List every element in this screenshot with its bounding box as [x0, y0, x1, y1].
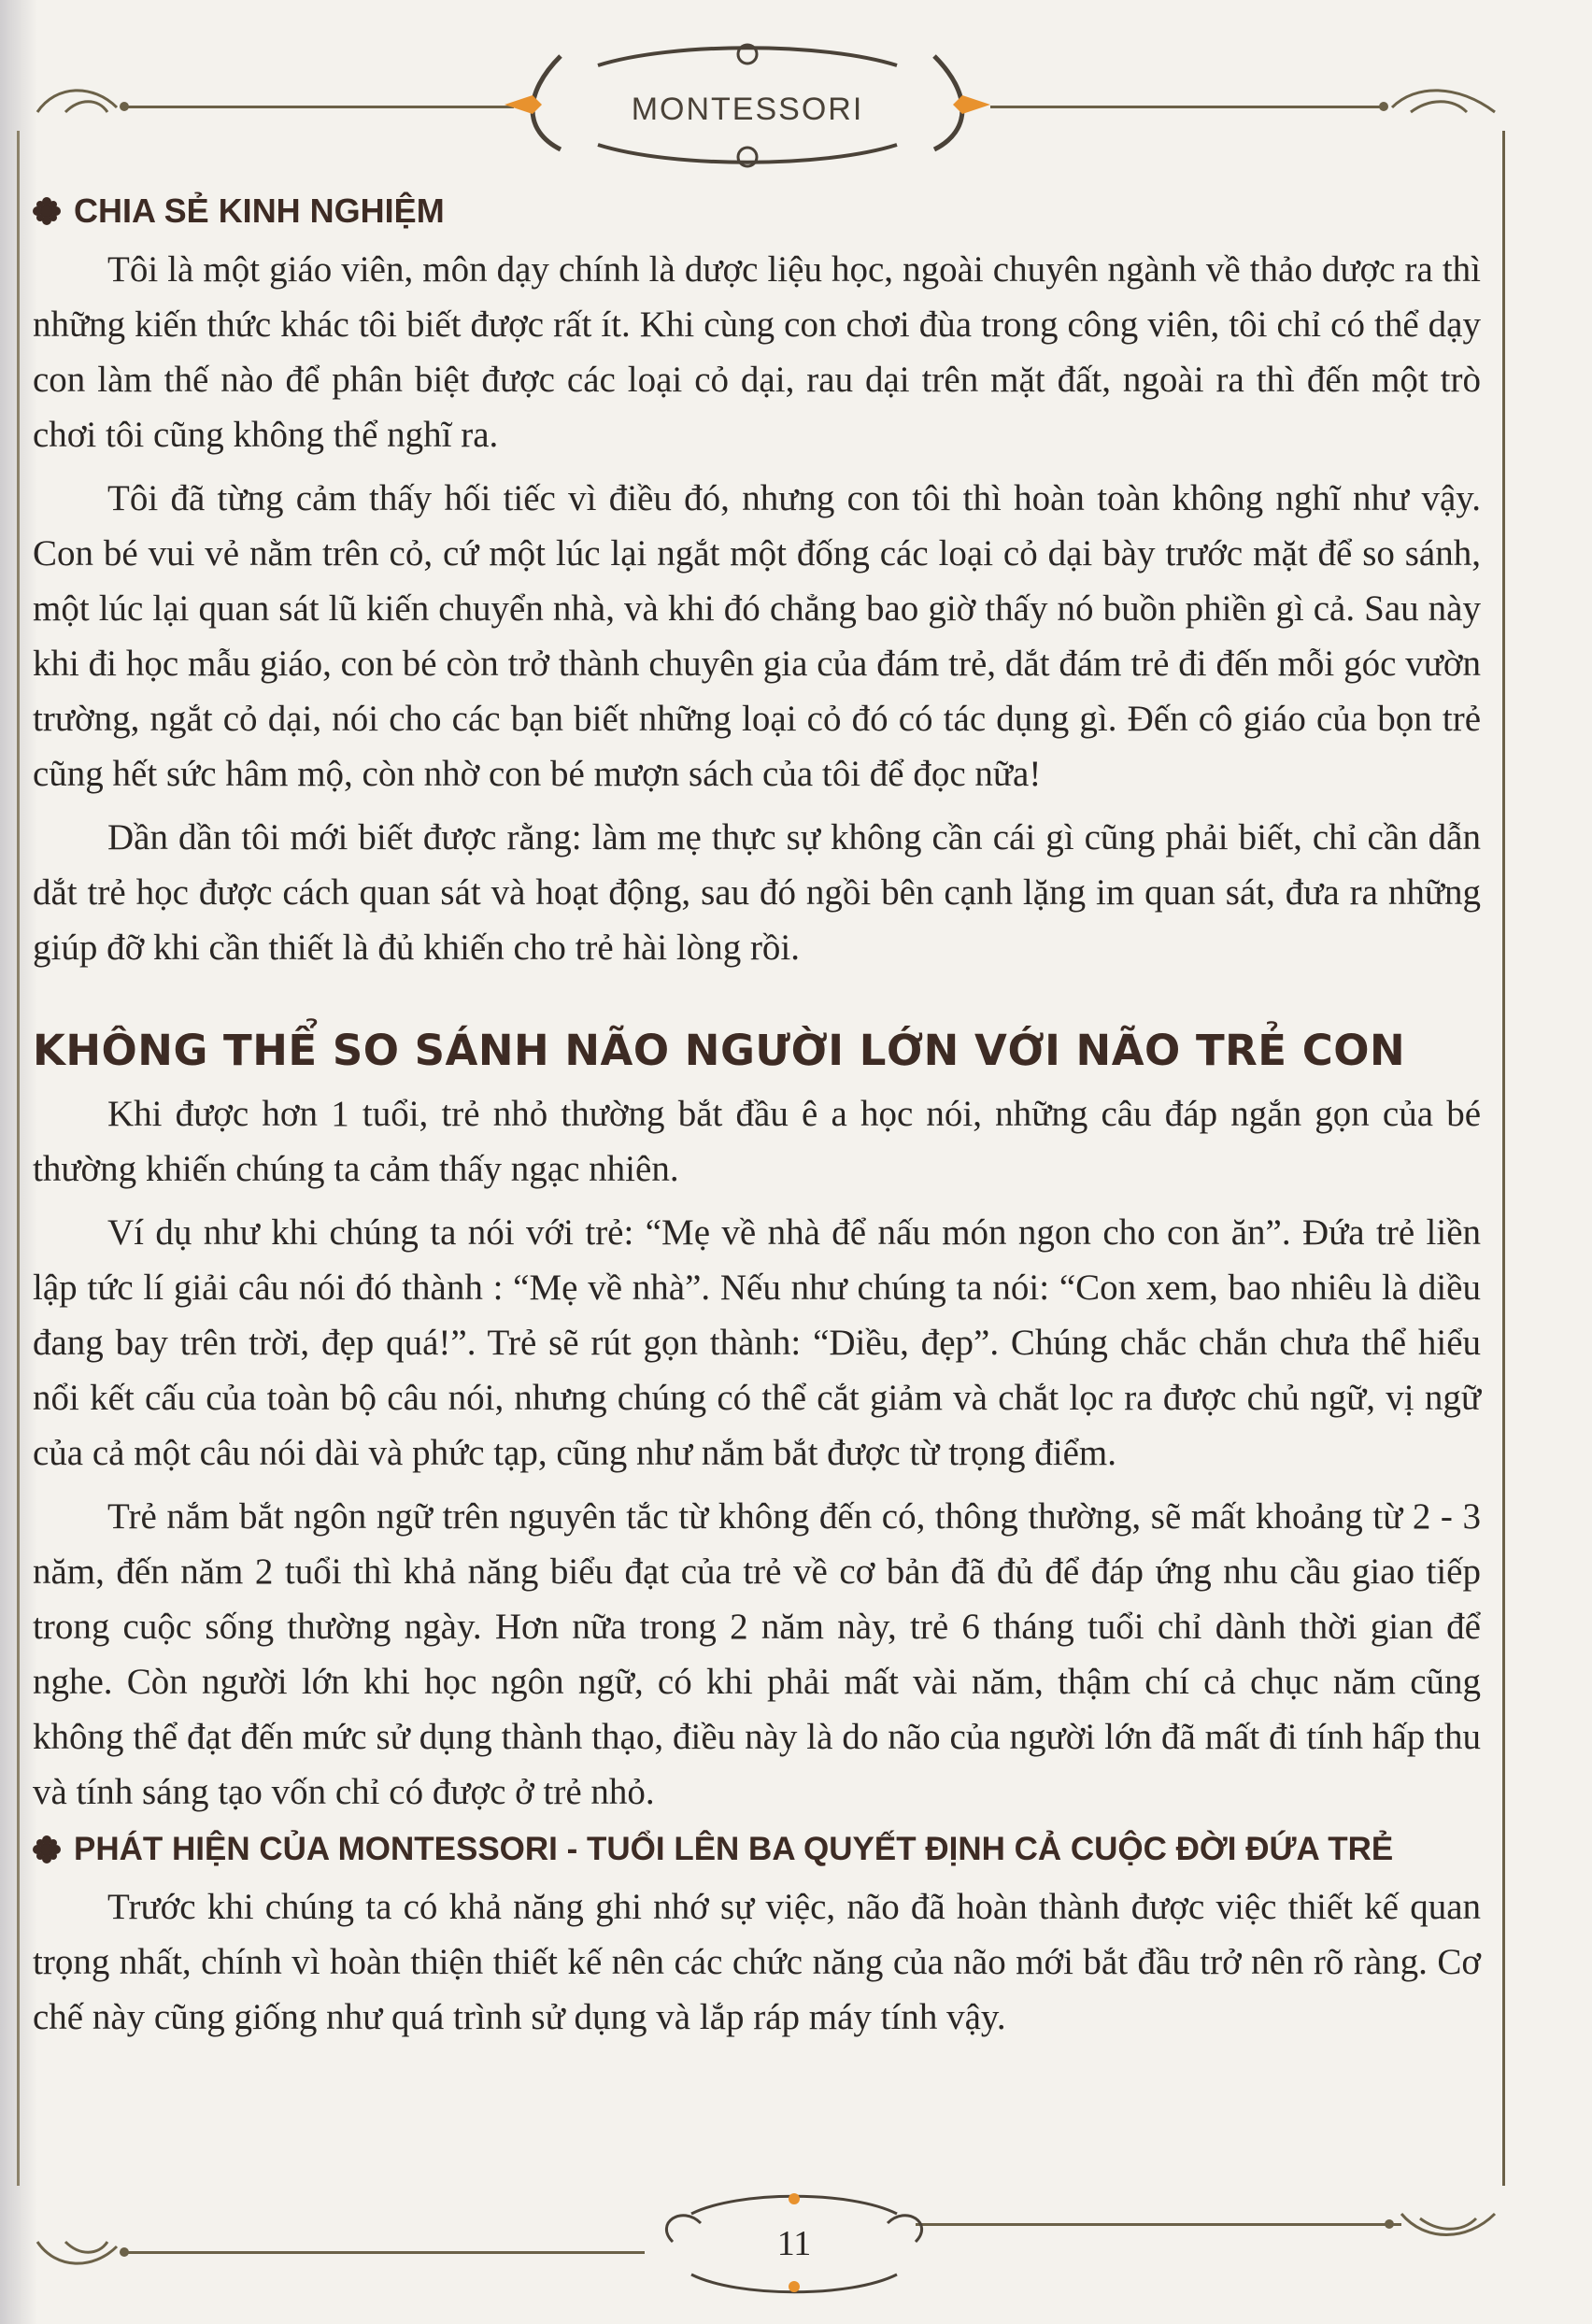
corner-swirl-icon — [1383, 75, 1504, 131]
frame-top-right-line — [990, 106, 1383, 108]
paragraph: Tôi đã từng cảm thấy hối tiếc vì điều đó, nhưng con tôi thì hoàn toàn không nghĩ như vậy. Con bé vui vẻ nằm trên cỏ, cứ một lúc lại ngắt một đống các loại cỏ dại bày trước mặt để so sánh, một lúc lại quan sát lũ kiến chuyển nhà, và khi đó chẳng bao giờ thấy nó buồn phiền gì cả. Sau này khi đi học mẫu giáo, con bé còn trở thành chuyên gia của đám trẻ, dắt đám trẻ đi đến mỗi góc vườn trường, ngắt cỏ dại, nói cho các bạn biết những loại cỏ đó có tác dụng gì. Đến cô giáo của bọn trẻ cũng hết sức hâm mộ, còn nhờ con bé mượn sách của tôi để đọc nữa! — [33, 478, 1481, 794]
subheading-text: PHÁT HIỆN CỦA MONTESSORI - TUỔI LÊN BA QUYẾT ĐỊNH CẢ CUỘC ĐỜI ĐỨA TRẺ — [74, 1831, 1394, 1867]
page-number: 11 — [776, 2224, 812, 2263]
flower-bullet-icon — [33, 1835, 61, 1863]
paragraph: Trẻ nắm bắt ngôn ngữ trên nguyên tắc từ không đến có, thông thường, sẽ mất khoảng từ 2 - 3 năm, đến năm 2 tuổi thì khả năng biểu đạt của trẻ về cơ bản đã đủ để đáp ứng nhu cầu giao tiếp trong cuộc sống thường ngày. Hơn nữa trong 2 năm này, trẻ 6 tháng tuổi chỉ dành thời gian để nghe. Còn người lớn khi học ngôn ngữ, có khi phải mất vài năm, thậm chí cả chục năm cũng không thể đạt đến mức sử dụng thành thạo, điều này là do não của người lớn đã mất đi tính hấp thu và tính sáng tạo vốn chỉ có được ở trẻ nhỏ. — [33, 1496, 1481, 1812]
paragraph: Khi được hơn 1 tuổi, trẻ nhỏ thường bắt đầu ê a học nói, những câu đáp ngắn gọn của bé thường khiến chúng ta cảm thấy ngạc nhiên. — [33, 1094, 1481, 1189]
header-title: MONTESSORI — [631, 92, 864, 127]
paragraph: Trước khi chúng ta có khả năng ghi nhớ sự việc, não đã hoàn thành được việc thiết kế quan trọng nhất, chính vì hoàn thiện thiết kế nên các chức năng của não mới bắt đầu trở nên rõ ràng. Cơ chế này cũng giống như quá trình sử dụng và lắp ráp máy tính vậy. — [33, 1887, 1481, 2037]
frame-right-line — [1502, 131, 1505, 2186]
frame-bottom-right-line — [916, 2223, 1401, 2226]
subheading-chia-se — [33, 191, 1481, 231]
page-content — [33, 191, 1481, 2045]
paragraph: Dần dần tôi mới biết được rằng: làm mẹ thực sự không cần cái gì cũng phải biết, chỉ cần dẫn dắt trẻ học được cách quan sát và hoạt động, sau đó ngồi bên cạnh lặng im quan sát, đưa ra những giúp đỡ khi cần thiết là đủ khiến cho trẻ hài lòng rồi. — [33, 817, 1481, 968]
header-ornament — [505, 37, 990, 177]
paragraph: Tôi là một giáo viên, môn dạy chính là dược liệu học, ngoài chuyên ngành về thảo dược ra thì những kiến thức khác tôi biết được rất ít. Khi cùng con chơi đùa trong công viên, tôi chỉ có thể dạy con làm thế nào để phân biệt được các loại cỏ dại, rau dại trên mặt đất, ngoài ra thì đến một trò chơi tôi cũng không thể nghĩ ra. — [33, 249, 1481, 455]
corner-swirl-icon — [28, 75, 131, 131]
frame-left-line — [17, 131, 20, 2186]
flower-bullet-icon — [33, 197, 61, 225]
section-heading: KHÔNG THỂ SO SÁNH NÃO NGƯỜI LỚN VỚI NÃO TRẺ CON — [33, 1026, 1406, 1075]
frame-top-left-line — [121, 106, 514, 108]
paragraph: Ví dụ như khi chúng ta nói với trẻ: “Mẹ về nhà để nấu món ngon cho con ăn”. Đứa trẻ liền lập tức lí giải câu nói đó thành : “Mẹ về nhà”. Nếu như chúng ta nói: “Con xem, bao nhiêu là diều đang bay trên trời, đẹp quá!”. Trẻ sẽ rút gọn thành: “Diều, đẹp”. Chúng chắc chắn chưa thể hiểu nổi kết cấu của toàn bộ câu nói, nhưng chúng có thể cắt giảm và chắt lọc ra được chủ ngữ, vị ngữ của cả một câu nói dài và phức tạp, cũng như nắm bắt được từ trọng điểm. — [33, 1212, 1481, 1473]
corner-swirl-icon — [1392, 2195, 1504, 2251]
subheading-phat-hien — [33, 1831, 1481, 1868]
corner-swirl-icon — [28, 2223, 131, 2279]
frame-bottom-left-line — [121, 2251, 645, 2254]
footer-ornament — [654, 2186, 934, 2298]
subheading-text: CHIA SẺ KINH NGHIỆM — [74, 191, 445, 230]
